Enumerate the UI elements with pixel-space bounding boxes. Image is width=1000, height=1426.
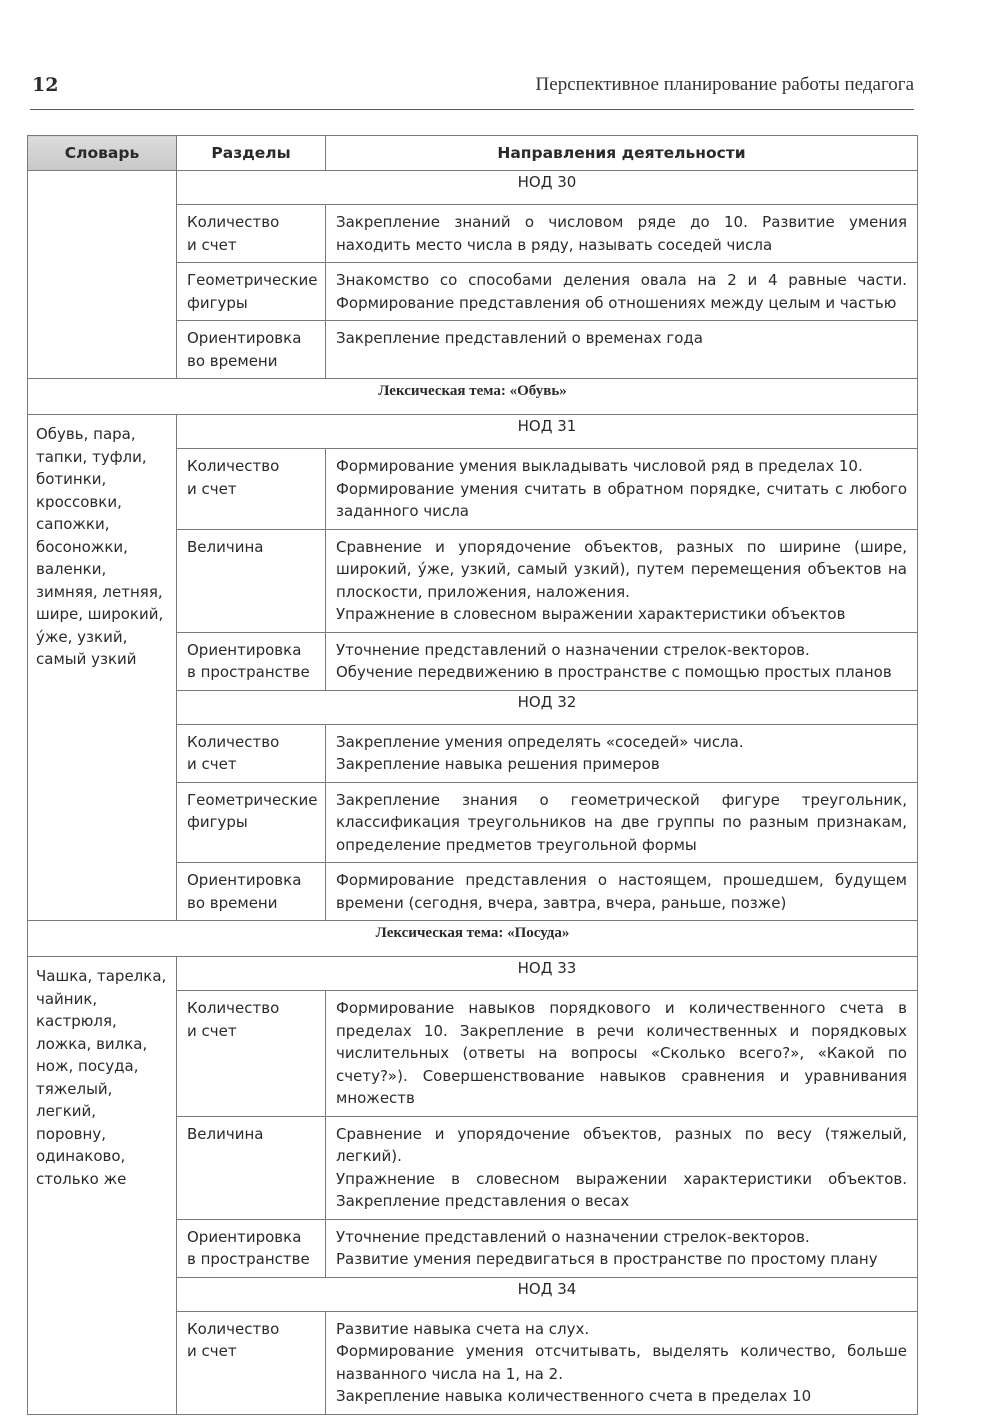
section-cell: Ориентировка в пространстве [177,632,326,690]
lexical-theme-title: Лексическая тема: «Посуда» [28,921,918,957]
directions-cell: Уточнение представлений о назначении стрелок-векторов. Обучение передвижению в пространстве с помощью простых планов [326,632,918,690]
running-title: Перспективное планирование работы педагога [535,74,914,95]
section-cell: Ориентировка во времени [177,863,326,921]
section-cell: Величина [177,1116,326,1219]
directions-cell: Сравнение и упорядочение объектов, разных по весу (тяжелый, легкий). Упражнение в словесном выражении характеристики объектов. Закрепление представления о весах [326,1116,918,1219]
section-cell: Геометрические фигуры [177,782,326,863]
section-cell: Величина [177,529,326,632]
header-rule [30,109,914,110]
column-header-sections: Разделы [177,136,326,171]
directions-cell: Формирование умения выкладывать числовой ряд в пределах 10. Формирование умения считать в обратном порядке, считать с любого заданного числа [326,449,918,530]
nod-title: НОД 30 [177,171,918,205]
nod-title: НОД 32 [177,690,918,724]
section-cell: Количество и счет [177,724,326,782]
vocabulary-cell: Обувь, пара, тапки, туфли, ботинки, кроссовки, сапожки, босоножки, валенки, зимняя, летняя, шире, широкий, ýже, узкий, самый узкий [28,415,177,921]
directions-cell: Сравнение и упорядочение объектов, разных по ширине (шире, широкий, ýже, узкий, самый узкий), путем перемещения объектов на плоскости, приложения, наложения. Упражнение в словесном выражении характеристики объектов [326,529,918,632]
directions-cell: Закрепление знания о геометрической фигуре треугольник, классификация треугольников на две группы по разным признакам, определение предметов треугольной формы [326,782,918,863]
directions-cell: Развитие навыка счета на слух. Формирование умения отсчитывать, выделять количество, больше названного числа на 1, на 2. Закрепление навыка количественного счета в пределах 10 [326,1311,918,1414]
table-row [28,921,918,957]
vocabulary-cell-empty [28,171,177,379]
section-cell: Количество и счет [177,449,326,530]
planning-table [27,135,918,1415]
section-cell: Количество и счет [177,1311,326,1414]
section-cell: Количество и счет [177,991,326,1117]
directions-cell: Формирование представления о настоящем, прошедшем, будущем времени (сегодня, вчера, завтра, вчера, раньше, позже) [326,863,918,921]
nod-title: НОД 34 [177,1277,918,1311]
section-cell: Ориентировка в пространстве [177,1219,326,1277]
directions-cell: Закрепление представлений о временах года [326,321,918,379]
directions-cell: Закрепление умения определять «соседей» числа. Закрепление навыка решения примеров [326,724,918,782]
directions-cell: Знакомство со способами деления овала на 2 и 4 равные части. Формирование представления об отношениях между целым и частью [326,263,918,321]
page-header [30,72,914,102]
lexical-theme-title: Лексическая тема: «Обувь» [28,379,918,415]
table-row [28,379,918,415]
column-header-vocabulary: Словарь [28,136,177,171]
table-row [28,957,918,991]
nod-title: НОД 33 [177,957,918,991]
section-cell: Геометрические фигуры [177,263,326,321]
section-cell: Количество и счет [177,205,326,263]
vocabulary-cell: Чашка, тарелка, чайник, кастрюля, ложка, вилка, нож, посуда, тяжелый, легкий, поровну, одинаково, столько же [28,957,177,1415]
directions-cell: Закрепление знаний о числовом ряде до 10. Развитие умения находить место числа в ряду, называть соседей числа [326,205,918,263]
section-cell: Ориентировка во времени [177,321,326,379]
table-header-row [28,136,918,171]
nod-title: НОД 31 [177,415,918,449]
page-number: 12 [32,74,59,96]
table-row [28,415,918,449]
directions-cell: Формирование навыков порядкового и количественного счета в пределах 10. Закрепление в речи количественных и порядковых числительных (ответы на вопросы «Сколько всего?», «Какой по счету?»). Совершенствование навыков сравнения и уравнивания множеств [326,991,918,1117]
column-header-directions: Направления деятельности [326,136,918,171]
directions-cell: Уточнение представлений о назначении стрелок-векторов. Развитие умения передвигаться в пространстве по простому плану [326,1219,918,1277]
table-row [28,171,918,205]
